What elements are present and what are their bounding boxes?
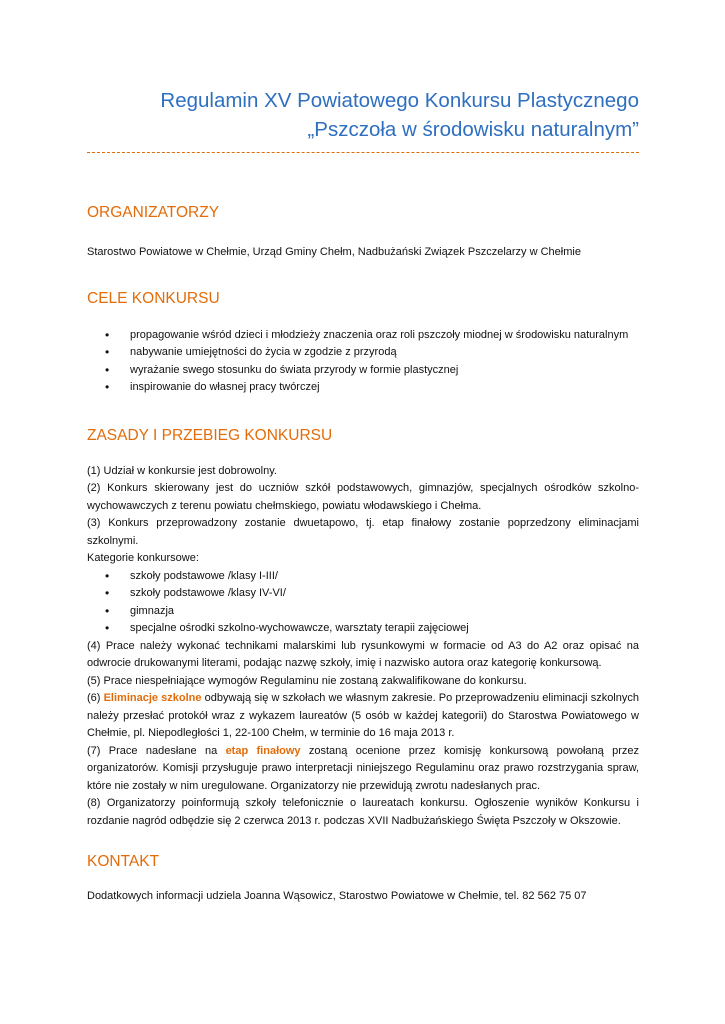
rule-3: (3) Konkurs przeprowadzony zostanie dwuetapowo, tj. etap finałowy zostanie poprzedzony eliminacjami szkolnymi. (87, 517, 639, 547)
rule-6 (87, 690, 639, 743)
rule-6-text: odbywają się w szkołach we własnym zakresie. Po przeprowadzeniu eliminacji szkolnych należy przesłać protokół wraz z wykazem laureatów (5 osób w każdej kategorii) do Starostwa Powiatowego w Chełmie, pl. Niepodległości 1, 22-100 Chełm, w terminie do 16 maja 2013 r. (87, 692, 639, 739)
contact-text: Dodatkowych informacji udziela Joanna Wąsowicz, Starostwo Powiatowe w Chełmie, tel. 82 562 75 07 (87, 890, 587, 902)
category-item: • gimnazja (87, 603, 639, 621)
goal-item: • nabywanie umiejętności do życia w zgodzie z przyrodą (87, 344, 639, 362)
goal-item: • propagowanie wśród dzieci i młodzieży znaczenia oraz roli pszczoły miodnej w środowisku naturalnym (87, 327, 639, 345)
title-line-1: Regulamin XV Powiatowego Konkursu Plastycznego (160, 89, 639, 112)
rule-7-prefix: (7) Prace nadesłane na (87, 744, 226, 757)
rules-body (87, 463, 639, 831)
categories-list (87, 568, 639, 638)
heading-organizatorzy: ORGANIZATORZY (87, 204, 220, 221)
rule-4: (4) Prace należy wykonać technikami malarskimi lub rysunkowymi w formacie od A3 do A2 oraz opisać na odwrocie drukowanymi literami, podając nazwę szkoły, imię i nazwisko autora oraz kategorię konkursową. (87, 639, 639, 669)
goal-item: • wyrażanie swego stosunku do świata przyrody w formie plastycznej (87, 362, 639, 380)
rule-6-highlight: Eliminacje szkolne (103, 692, 202, 704)
title-divider (87, 152, 639, 153)
title-line-2: „Pszczoła w środowisku naturalnym” (307, 118, 639, 141)
rule-8: (8) Organizatorzy poinformują szkoły telefonicznie o laureatach konkursu. Ogłoszenie wyników Konkursu i rozdanie nagród odbędzie się 2 czerwca 2013 r. podczas XVII Nadbużańskiego Święta Pszczoły w Okszowie. (87, 797, 639, 827)
category-item: • szkoły podstawowe /klasy IV-VI/ (87, 585, 639, 603)
rule-6-prefix: (6) (87, 692, 104, 704)
goal-item: • inspirowanie do własnej pracy twórczej (87, 379, 639, 397)
rule-7-highlight: etap finałowy (225, 744, 301, 757)
organizers-text: Starostwo Powiatowe w Chełmie, Urząd Gminy Chełm, Nadbużański Związek Pszczelarzy w Chełmie (87, 246, 581, 258)
heading-kontakt: KONTAKT (87, 853, 160, 870)
categories-label: Kategorie konkursowe: (87, 552, 199, 564)
rule-2: (2) Konkurs skierowany jest do uczniów szkół podstawowych, gimnazjów, specjalnych ośrodków szkolno-wychowawczych z terenu powiatu chełmskiego, powiatu włodawskiego i Chełma. (87, 482, 639, 512)
rule-7 (87, 743, 639, 796)
document-title (87, 0, 639, 144)
rule-1: (1) Udział w konkursie jest dobrowolny. (87, 464, 277, 477)
rule-7-text: zostaną ocenione przez komisję konkursową powołaną przez organizatorów. Komisji przysługuje prawo interpretacji niniejszego Regulaminu oraz prawo rozstrzygania spraw, które nie zostały w nim uregulowane. Organizatorzy nie przewidują zwrotu nadesłanych prac. (87, 744, 639, 792)
category-item: • szkoły podstawowe /klasy I-III/ (87, 568, 639, 586)
goals-list (87, 327, 639, 397)
rule-5: (5) Prace niespełniające wymogów Regulaminu nie zostaną zakwalifikowane do konkursu. (87, 674, 527, 687)
category-item: • specjalne ośrodki szkolno-wychowawcze, warsztaty terapii zajęciowej (87, 620, 639, 638)
heading-cele-konkursu: CELE KONKURSU (87, 289, 220, 307)
heading-zasady: ZASADY I PRZEBIEG KONKURSU (87, 426, 333, 444)
